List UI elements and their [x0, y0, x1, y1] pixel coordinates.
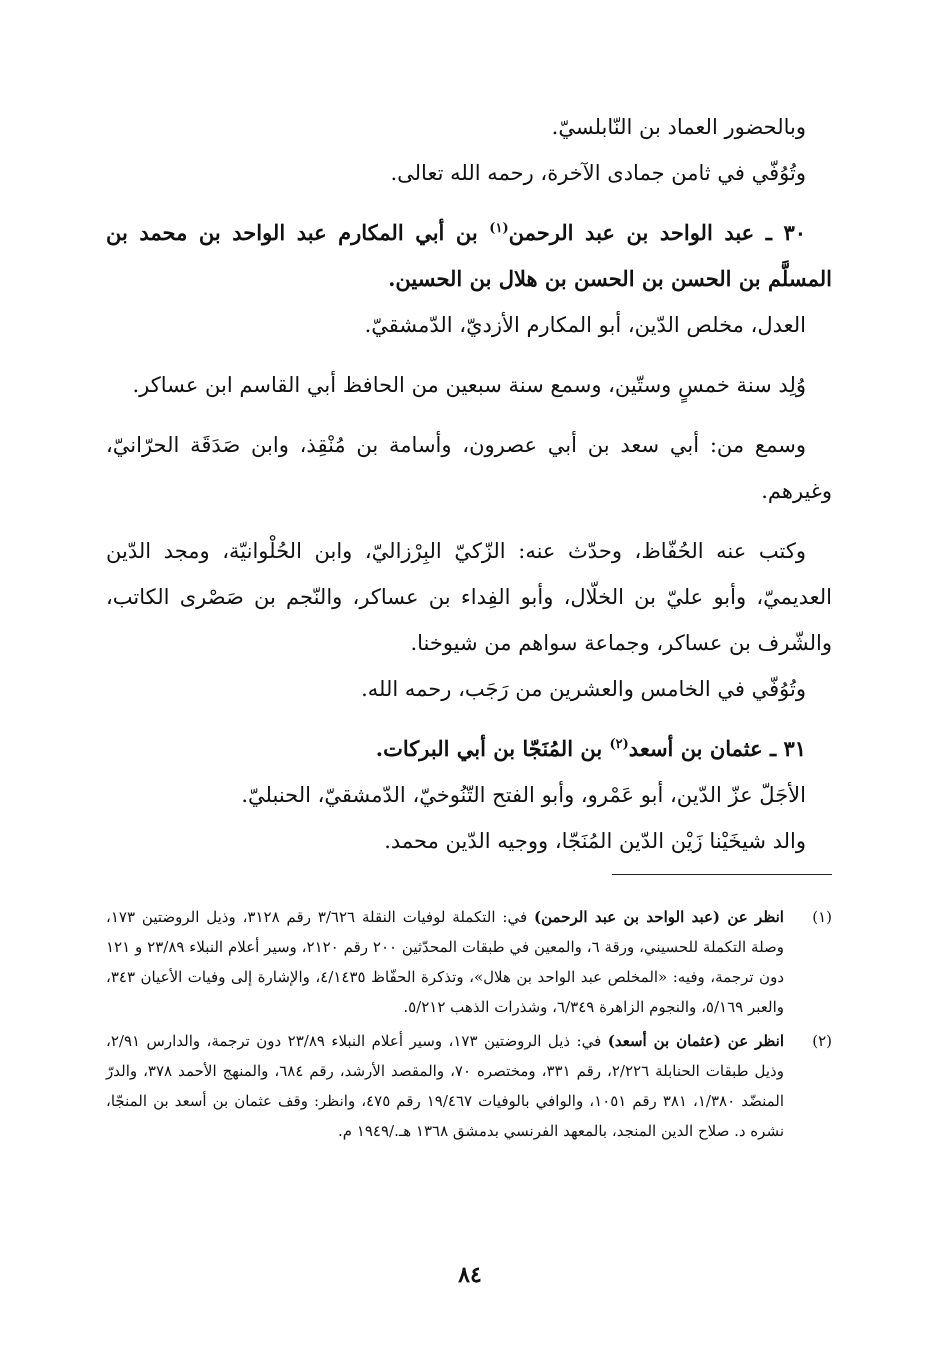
- footnote-separator: [612, 874, 832, 875]
- footnote-body: في: ذيل الروضتين ١٧٣، وسير أعلام النبلاء ٢٣/٨٩ دون ترجمة، والدارس ٢/٩١، وذيل طبقات الحنابلة ٢/٢٢٦، رقم ٣٣١، ومختصره ٧٠، والمقصد الأرشد، رقم ٦٨٤، والمنهج الأحمد ٣٧٨، والدرّ المنضّد ١/٣٨٠، ٣٨١ رقم ١٠٥١، والوافي بالوفيات ١٩/٤٦٧ رقم ٤٧٥، وانظر: وقف عثمان بن أسعد بن المنجّا، نشره د. صلاح الدين المنجد، بالمعهد الفرنسي بدمشق ١٣٦٨ هـ./١٩٤٩ م.: [106, 1032, 785, 1140]
- entry-30-heading: [106, 210, 832, 302]
- entry-30-titles: العدل، مخلص الدّين، أبو المكارم الأزديّ، الدّمشقيّ.: [364, 313, 806, 337]
- footnote-text: [106, 1026, 784, 1146]
- entry-30-heading-lineage: بن أبي المكارم عبد الواحد بن محمد بن المسلَّم بن الحسن بن الحسن بن هلال بن الحسين.: [106, 220, 832, 291]
- footnote-body: في: التكملة لوفيات النقلة ٣/٦٢٦ رقم ٣١٢٨، وذيل الروضتين ١٧٣، وصلة التكملة للحسيني، ورقة ٦، والمعين في طبقات المحدّثين ٢٠٠ رقم ٢١٢٠، وسير أعلام النبلاء ٢٣/٨٩ و ١٢١ دون ترجمة، وفيه: «المخلص عبد الواحد بن هلال»، وتذكرة الحفّاظ ٤/١٤٣٥، والإشارة إلى وفيات الأعيان ٣٤٣، والعبر ٥/١٦٩، والنجوم الزاهرة ٦/٣٤٩، وشذرات الذهب ٥/٢١٢.: [106, 908, 785, 1016]
- entry-30-death: وتُوُفّي في الخامس والعشرين من رَجَب، رحمه الله.: [361, 677, 806, 701]
- entry-31-heading-name: ٣١ ـ عثمان بن أسعد: [628, 736, 806, 761]
- entry-30-heard-from: وسمع من: أبي سعد بن أبي عصرون، وأسامة بن مُنْقِذ، وابن صَدَقَة الحرّانيّ، وغيرهم.: [106, 433, 832, 503]
- page-number: ٨٤: [458, 1262, 482, 1288]
- entry-31-father: والد شيخَيْنا زَيْن الدّين المُنَجّا، ووجيه الدّين محمد.: [384, 829, 806, 853]
- footnote-lead: انظر عن (عبد الواحد بن عبد الرحمن): [534, 908, 784, 926]
- footnote-2: [106, 1026, 832, 1146]
- footnote-text: [106, 902, 784, 1022]
- entry-30-heading-name: ٣٠ ـ عبد الواحد بن عبد الرحمن: [508, 220, 807, 245]
- entry-30-birth: وُلِد سنة خمسٍ وستّين، وسمع سنة سبعين من الحافظ أبي القاسم ابن عساكر.: [132, 373, 806, 397]
- paragraph-attendance: وبالحضور العماد بن النّابلسيّ.: [551, 115, 806, 139]
- entry-31-heading: [106, 726, 832, 772]
- footnote-lead: انظر عن (عثمان بن أسعد): [607, 1032, 784, 1050]
- footnotes-block: [106, 902, 832, 1150]
- paragraph-death-prev: وتُوُفّي في ثامن جمادى الآخرة، رحمه الله تعالى.: [390, 161, 806, 185]
- footnote-number: (٢): [812, 1032, 832, 1050]
- main-text-block: [106, 104, 832, 864]
- entry-31-heading-lineage: بن المُنَجّا بن أبي البركات.: [375, 736, 610, 761]
- footnote-1: [106, 902, 832, 1022]
- footnote-number: (١): [812, 908, 832, 926]
- entry-31-titles: الأجَلّ عزّ الدّين، أبو عَمْرو، وأبو الفتح التّنُوخيّ، الدّمشقيّ، الحنبليّ.: [241, 783, 806, 807]
- footnote-ref-1: (١): [489, 221, 509, 236]
- footnote-ref-2: (٢): [609, 737, 629, 752]
- entry-30-students: وكتب عنه الحُفّاظ، وحدّث عنه: الزّكيّ البِرْزاليّ، وابن الحُلْوانيّة، ومجد الدّين العديميّ، وأبو عليّ بن الخلّال، وأبو الفِداء بن عساكر، والنّجم بن صَصْرى الكاتب، والشّرف بن عساكر، وجماعة سواهم من شيوخنا.: [106, 539, 832, 655]
